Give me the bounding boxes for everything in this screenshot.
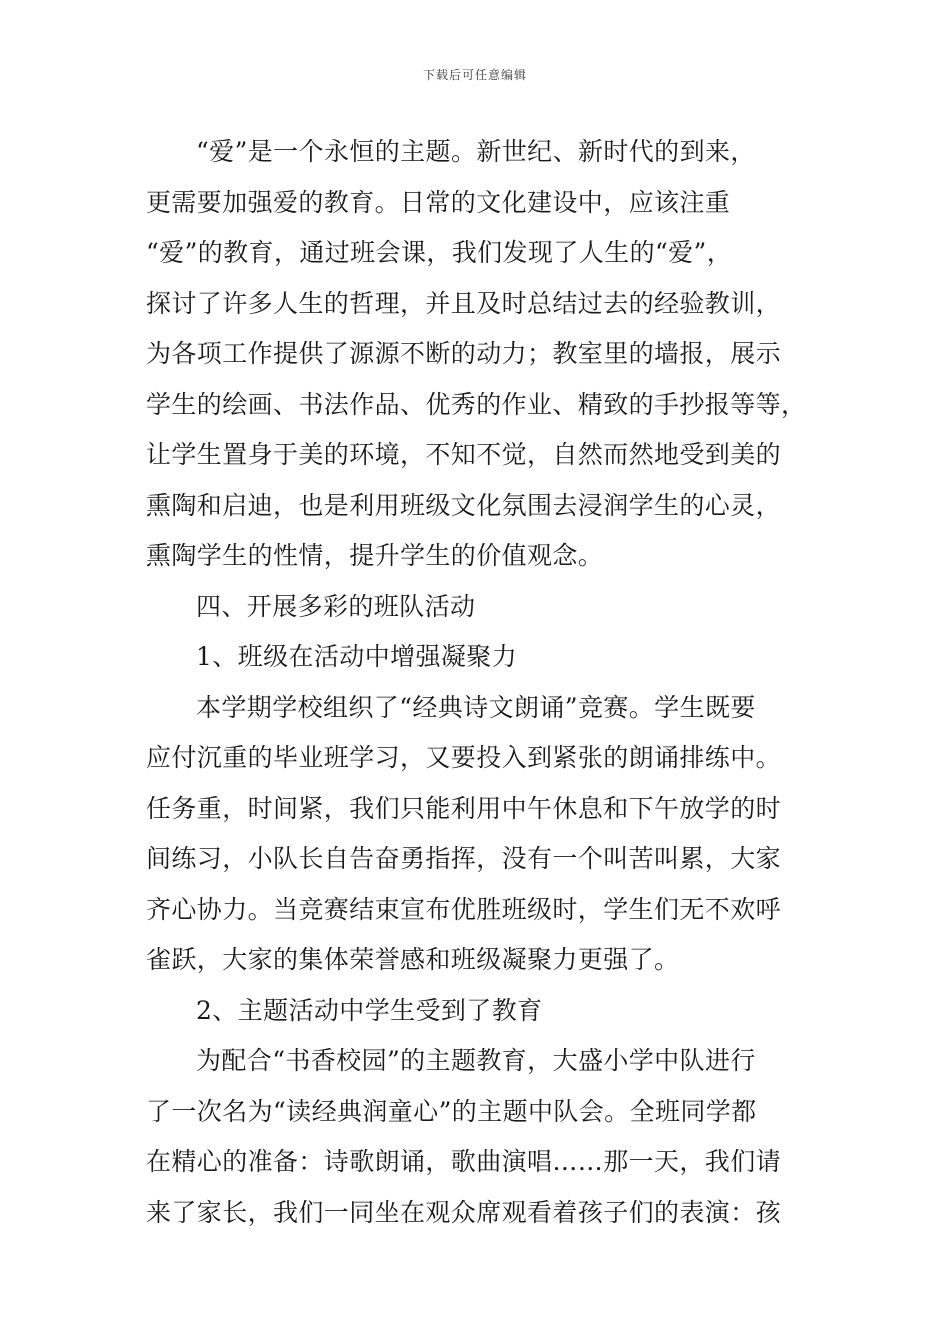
section-heading: 四、开展多彩的班队活动 (196, 591, 476, 621)
text-line: 间练习，小队长自告奋勇指挥，没有一个叫苦叫累，大家 (146, 844, 782, 873)
text-line: 了一次名为“读经典润童心”的主题中队会。全班同学都 (146, 1096, 757, 1126)
text-line: “爱”是一个永恒的主题。新世纪、新时代的到来， (196, 137, 756, 166)
text-line: 更需要加强爱的教育。日常的文化建设中，应该注重 (146, 187, 731, 217)
text-line: 熏陶和启迪，也是利用班级文化氛围去浸润学生的心灵， (146, 490, 782, 520)
document-body (146, 127, 806, 1238)
subsection-heading: 2、主题活动中学生受到了教育 (196, 995, 543, 1025)
text-line: 探讨了许多人生的哲理，并且及时总结过去的经验教训， (146, 288, 782, 318)
text-line: 任务重，时间紧，我们只能利用中午休息和下午放学的时 (146, 793, 782, 823)
text-line: 本学期学校组织了“经典诗文朗诵”竞赛。学生既要 (196, 692, 756, 722)
text-line: 为各项工作提供了源源不断的动力；教室里的墙报，展示 (146, 339, 782, 368)
text-line: 雀跃，大家的集体荣誉感和班级凝聚力更强了。 (146, 945, 680, 974)
text-line: 齐心协力。当竞赛结束宣布优胜班级时，学生们无不欢呼 (146, 894, 782, 924)
text-line: 让学生置身于美的环境，不知不觉，自然而然地受到美的 (146, 440, 782, 469)
text-line: 熏陶学生的性情，提升学生的价值观念。 (146, 541, 604, 570)
subsection-heading: 1、班级在活动中增强凝聚力 (196, 642, 518, 671)
text-line: 来了家长，我们一同坐在观众席观看着孩子们的表演：孩 (146, 1197, 782, 1227)
text-line: “爱”的教育，通过班会课，我们发现了人生的“爱”， (146, 238, 733, 267)
text-line: 应付沉重的毕业班学习，又要投入到紧张的朗诵排练中。 (146, 743, 782, 772)
text-line: 学生的绘画、书法作品、优秀的作业、精致的手抄报等等， (146, 389, 807, 419)
page-header: 下载后可任意编辑 (422, 68, 527, 82)
text-line: 为配合“书香校园”的主题教育，大盛小学中队进行 (196, 1046, 756, 1075)
text-line: 在精心的准备：诗歌朗诵，歌曲演唱……那一天，我们请 (146, 1147, 782, 1176)
